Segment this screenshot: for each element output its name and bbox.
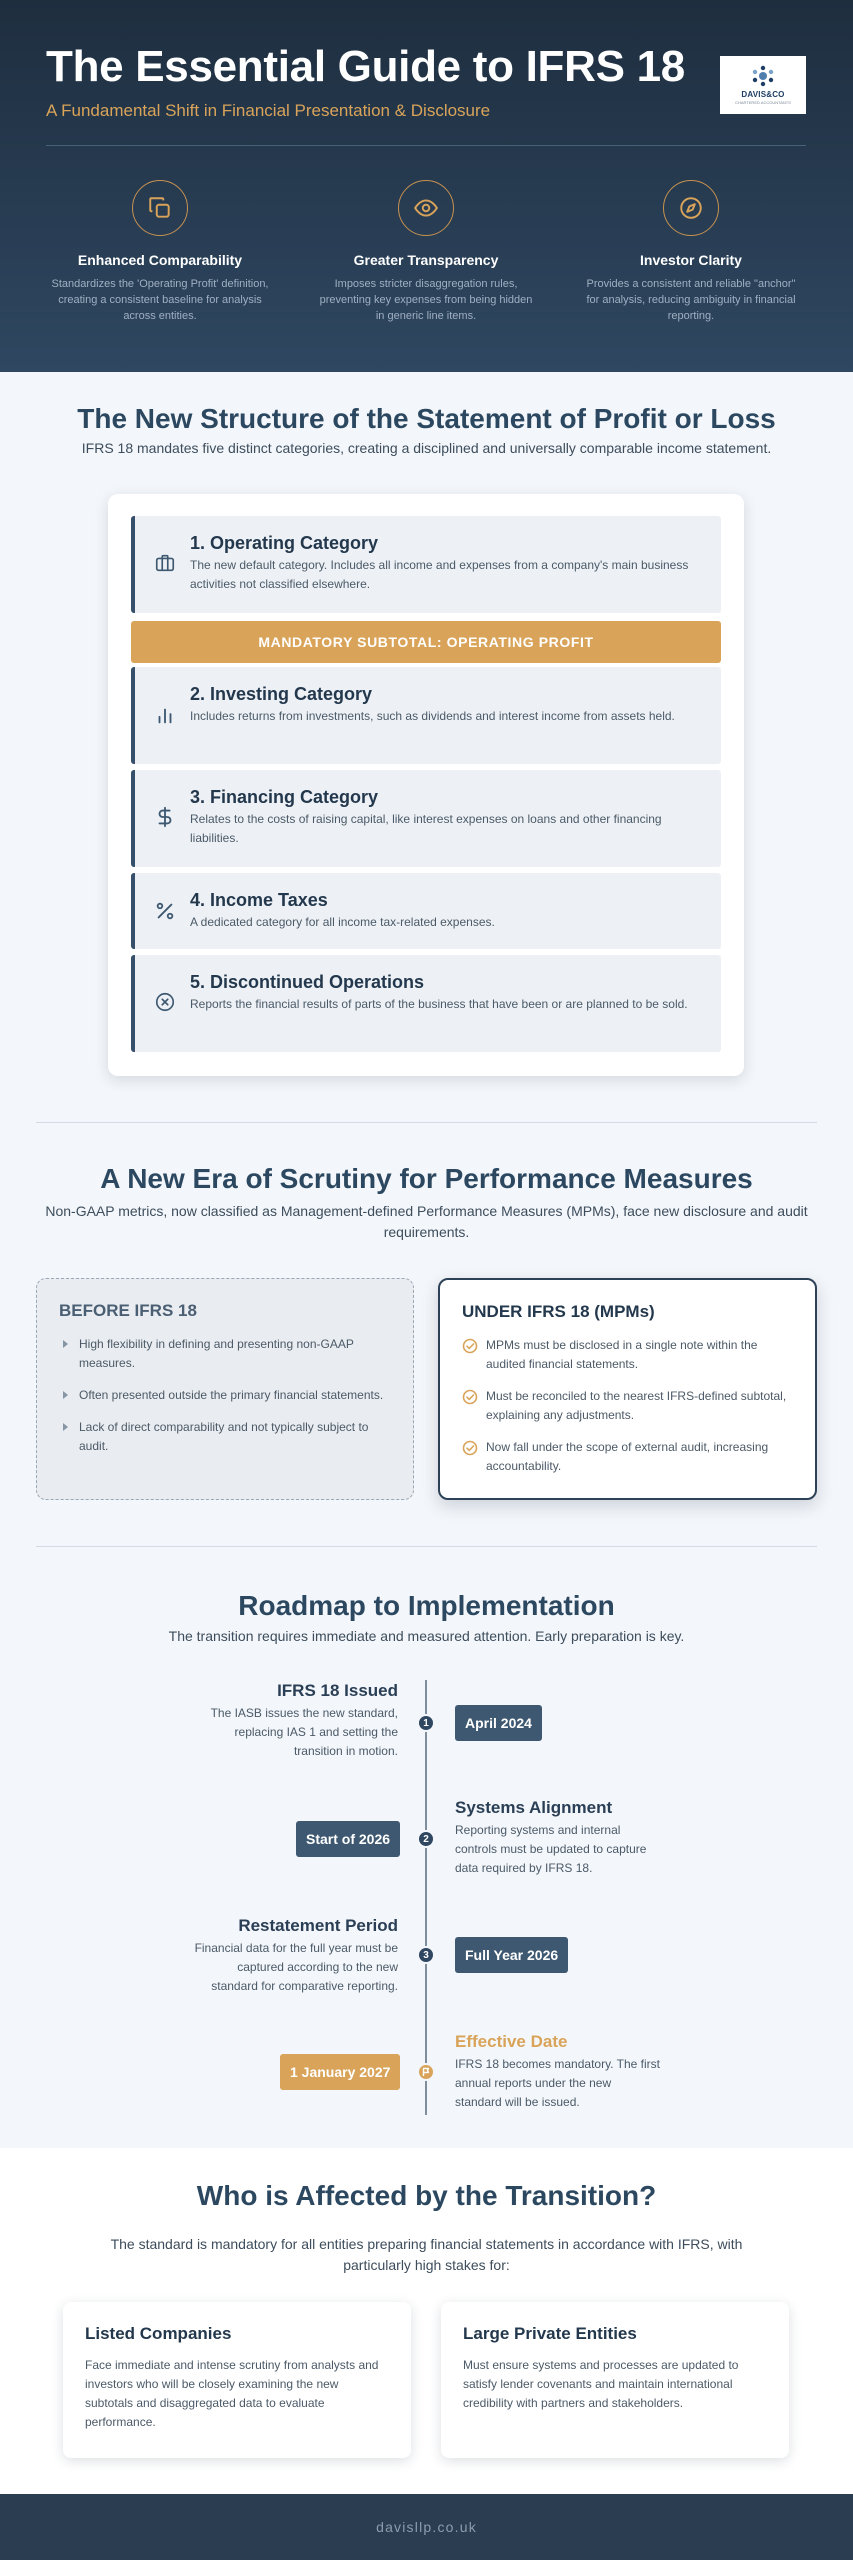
copy-icon [132, 180, 188, 236]
logo-emblem-icon [751, 65, 775, 87]
affected-card-title: Large Private Entities [463, 2324, 637, 2343]
roadmap-subtitle: The transition requires immediate and measured attention. Early preparation is key. [168, 1628, 685, 1644]
cancel-circle-icon [153, 990, 177, 1014]
before-list-item [59, 1386, 391, 1405]
category-title: 4. Income Taxes [190, 890, 328, 910]
category-text: Includes returns from investments, such as dividends and interest income from assets held. [190, 709, 675, 723]
affected-card-text: Face immediate and intense scrutiny from analysts and investors who will be closely examining the new subtotals and disaggregated data to evaluate performance. [85, 2358, 379, 2429]
page-subtitle: A Fundamental Shift in Financial Presentation & Disclosure [46, 101, 491, 120]
before-list-item [59, 1418, 391, 1456]
affected-subtitle: The standard is mandatory for all entities preparing financial statements in accordance with IFRS, with particularly high stakes for: [110, 2236, 743, 2273]
chevron-right-icon [59, 1337, 73, 1351]
after-item-text: Must be reconciled to the nearest IFRS-defined subtotal, explaining any adjustments. [486, 1389, 787, 1422]
after-list-item [462, 1438, 793, 1476]
timeline-date-badge: April 2024 [455, 1705, 542, 1741]
structure-subtitle: IFRS 18 mandates five distinct categories, creating a disciplined and universally comparable income statement. [81, 440, 772, 456]
before-item-text: High flexibility in defining and presenting non-GAAP measures. [79, 1337, 354, 1370]
timeline-step-text: IFRS 18 becomes mandatory. The first annual reports under the new standard will be issued. [455, 2057, 660, 2109]
before-list-item [59, 1335, 391, 1373]
section-divider [36, 1122, 817, 1123]
bar-chart-icon [153, 703, 177, 727]
before-item-text: Often presented outside the primary financial statements. [79, 1388, 384, 1402]
operating-profit-subtotal-banner: MANDATORY SUBTOTAL: OPERATING PROFIT [131, 621, 721, 663]
pillar-text: Imposes stricter disaggregation rules, preventing key expenses from being hidden in generic line items. [319, 278, 533, 322]
chevron-right-icon [59, 1388, 73, 1402]
category-discontinued-operations [131, 955, 721, 1052]
page-title: The Essential Guide to IFRS 18 [46, 42, 685, 91]
under-ifrs18-card [438, 1278, 817, 1500]
pillar-title: Investor Clarity [640, 252, 742, 268]
scrutiny-subtitle: Non-GAAP metrics, now classified as Management-defined Performance Measures (MPMs), face new disclosure and audit requirements. [45, 1203, 808, 1240]
logo-text: DAVIS&CO [741, 90, 785, 99]
structure-title: The New Structure of the Statement of Profit or Loss [77, 403, 776, 434]
percent-icon [153, 899, 177, 923]
flag-icon [417, 2063, 435, 2081]
before-ifrs18-card [36, 1278, 414, 1500]
category-financing [131, 770, 721, 867]
check-circle-icon [462, 1440, 478, 1456]
timeline-date-badge: Start of 2026 [296, 1821, 400, 1857]
chevron-right-icon [59, 1420, 73, 1434]
category-text: Relates to the costs of raising capital, like interest expenses on loans and other financing liabilities. [190, 812, 662, 845]
timeline-node: 2 [417, 1830, 435, 1848]
category-title: 2. Investing Category [190, 684, 373, 704]
timeline-step-text: Reporting systems and internal controls must be updated to capture data required by IFRS 18. [455, 1823, 647, 1875]
hero-section [0, 0, 853, 372]
compass-icon [663, 180, 719, 236]
eye-icon [398, 180, 454, 236]
after-item-text: Now fall under the scope of external audit, increasing accountability. [486, 1440, 769, 1473]
footer-website-link[interactable]: davisllp.co.uk [0, 2494, 853, 2560]
affected-card-text: Must ensure systems and processes are updated to satisfy lender covenants and maintain international credibility with partners and stakeholders. [463, 2358, 739, 2410]
scrutiny-title: A New Era of Scrutiny for Performance Measures [100, 1163, 753, 1194]
pillar-title: Enhanced Comparability [77, 252, 243, 268]
category-text: The new default category. Includes all income and expenses from a company's main business activities not classified elsewhere. [190, 558, 689, 591]
timeline-date-badge: Full Year 2026 [455, 1937, 568, 1973]
timeline-line [425, 1680, 427, 2115]
timeline-step-title: IFRS 18 Issued [277, 1681, 398, 1700]
timeline-node: 1 [417, 1714, 435, 1732]
affected-card-listed-companies [63, 2302, 411, 2458]
timeline-date-badge: 1 January 2027 [280, 2054, 400, 2090]
hero-divider [46, 145, 806, 146]
dollar-icon [153, 805, 177, 829]
pillar-comparability [30, 180, 290, 324]
timeline-step-text: Financial data for the full year must be captured according to the new standard for comparative reporting. [194, 1941, 398, 1993]
check-circle-icon [462, 1338, 478, 1354]
affected-title: Who is Affected by the Transition? [196, 2180, 657, 2211]
timeline-step-title: Systems Alignment [455, 1798, 613, 1817]
timeline-node: 3 [417, 1946, 435, 1964]
pillar-title: Greater Transparency [353, 252, 499, 268]
briefcase-icon [153, 551, 177, 575]
after-list-item [462, 1336, 793, 1374]
pillar-transparency [296, 180, 556, 324]
category-text: Reports the financial results of parts of the business that have been or are planned to be sold. [190, 997, 688, 1011]
pillar-text: Standardizes the 'Operating Profit' definition, creating a consistent baseline for analysis across entities. [51, 278, 269, 322]
after-card-title: UNDER IFRS 18 (MPMs) [462, 1302, 655, 1321]
check-circle-icon [462, 1389, 478, 1405]
timeline-step-title: Effective Date [455, 2032, 568, 2051]
timeline-step-text: The IASB issues the new standard, replacing IAS 1 and setting the transition in motion. [210, 1706, 398, 1758]
logo-tagline: CHARTERED ACCOUNTANTS [735, 100, 791, 105]
category-title: 1. Operating Category [190, 533, 379, 553]
category-investing [131, 667, 721, 764]
affected-card-large-private-entities [441, 2302, 789, 2458]
category-title: 3. Financing Category [190, 787, 379, 807]
section-divider [36, 1546, 817, 1547]
before-card-title: BEFORE IFRS 18 [59, 1301, 197, 1320]
category-operating [131, 516, 721, 613]
pillar-text: Provides a consistent and reliable "anchor" for analysis, reducing ambiguity in financial reporting. [586, 278, 796, 322]
roadmap-title: Roadmap to Implementation [238, 1590, 615, 1621]
after-item-text: MPMs must be disclosed in a single note within the audited financial statements. [486, 1338, 758, 1371]
affected-card-title: Listed Companies [85, 2324, 232, 2343]
company-logo [720, 56, 806, 114]
before-item-text: Lack of direct comparability and not typically subject to audit. [79, 1420, 369, 1453]
pillar-investor-clarity [561, 180, 821, 324]
category-text: A dedicated category for all income tax-related expenses. [190, 915, 495, 929]
category-income-taxes [131, 873, 721, 949]
timeline-step-title: Restatement Period [238, 1916, 398, 1935]
category-title: 5. Discontinued Operations [190, 972, 425, 992]
after-list-item [462, 1387, 793, 1425]
